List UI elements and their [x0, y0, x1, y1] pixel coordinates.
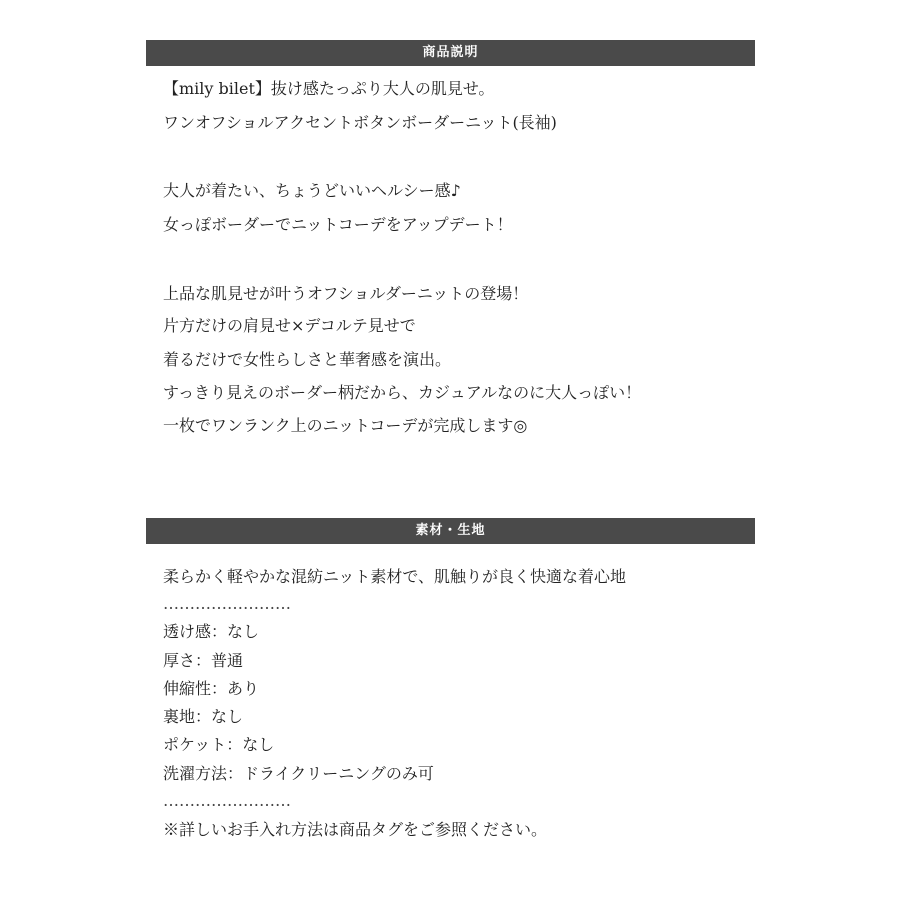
description-line: 上品な肌見せが叶うオフショルダーニットの登場！ [163, 284, 529, 303]
section-header-material: 素材・生地 [146, 518, 755, 544]
spec-line: 伸縮性：あり [163, 679, 260, 698]
description-line: 【mily bilet】抜け感たっぷり大人の肌見せ。 [163, 79, 495, 98]
section-header-description: 商品説明 [146, 40, 755, 66]
material-intro: 柔らかく軽やかな混紡ニット素材で、肌触りが良く快適な着心地 [163, 567, 627, 586]
spec-line: 透け感：なし [163, 622, 260, 641]
description-line: 一枚でワンランク上のニットコーデが完成します◎ [163, 416, 528, 435]
spec-line: ポケット：なし [163, 735, 275, 754]
divider-dots: …………………… [163, 594, 291, 613]
divider-dots: …………………… [163, 791, 291, 810]
care-note: ※詳しいお手入れ方法は商品タグをご参照ください。 [163, 820, 548, 839]
spec-line: 厚さ：普通 [163, 651, 244, 670]
description-line: 着るだけで女性らしさと華奢感を演出。 [163, 350, 452, 369]
spec-line: 裏地：なし [163, 707, 244, 726]
description-line: すっきり見えのボーダー柄だから、カジュアルなのに大人っぽい！ [163, 383, 642, 402]
spec-line: 洗濯方法：ドライクリーニングのみ可 [163, 764, 434, 783]
description-line: 片方だけの肩見せ×デコルテ見せで [163, 316, 416, 335]
description-line: 大人が着たい、ちょうどいいヘルシー感♪ [163, 181, 461, 200]
description-line: 女っぽボーダーでニットコーデをアップデート！ [163, 215, 513, 234]
description-line: ワンオフショルアクセントボタンボーダーニット(長袖) [163, 113, 557, 132]
